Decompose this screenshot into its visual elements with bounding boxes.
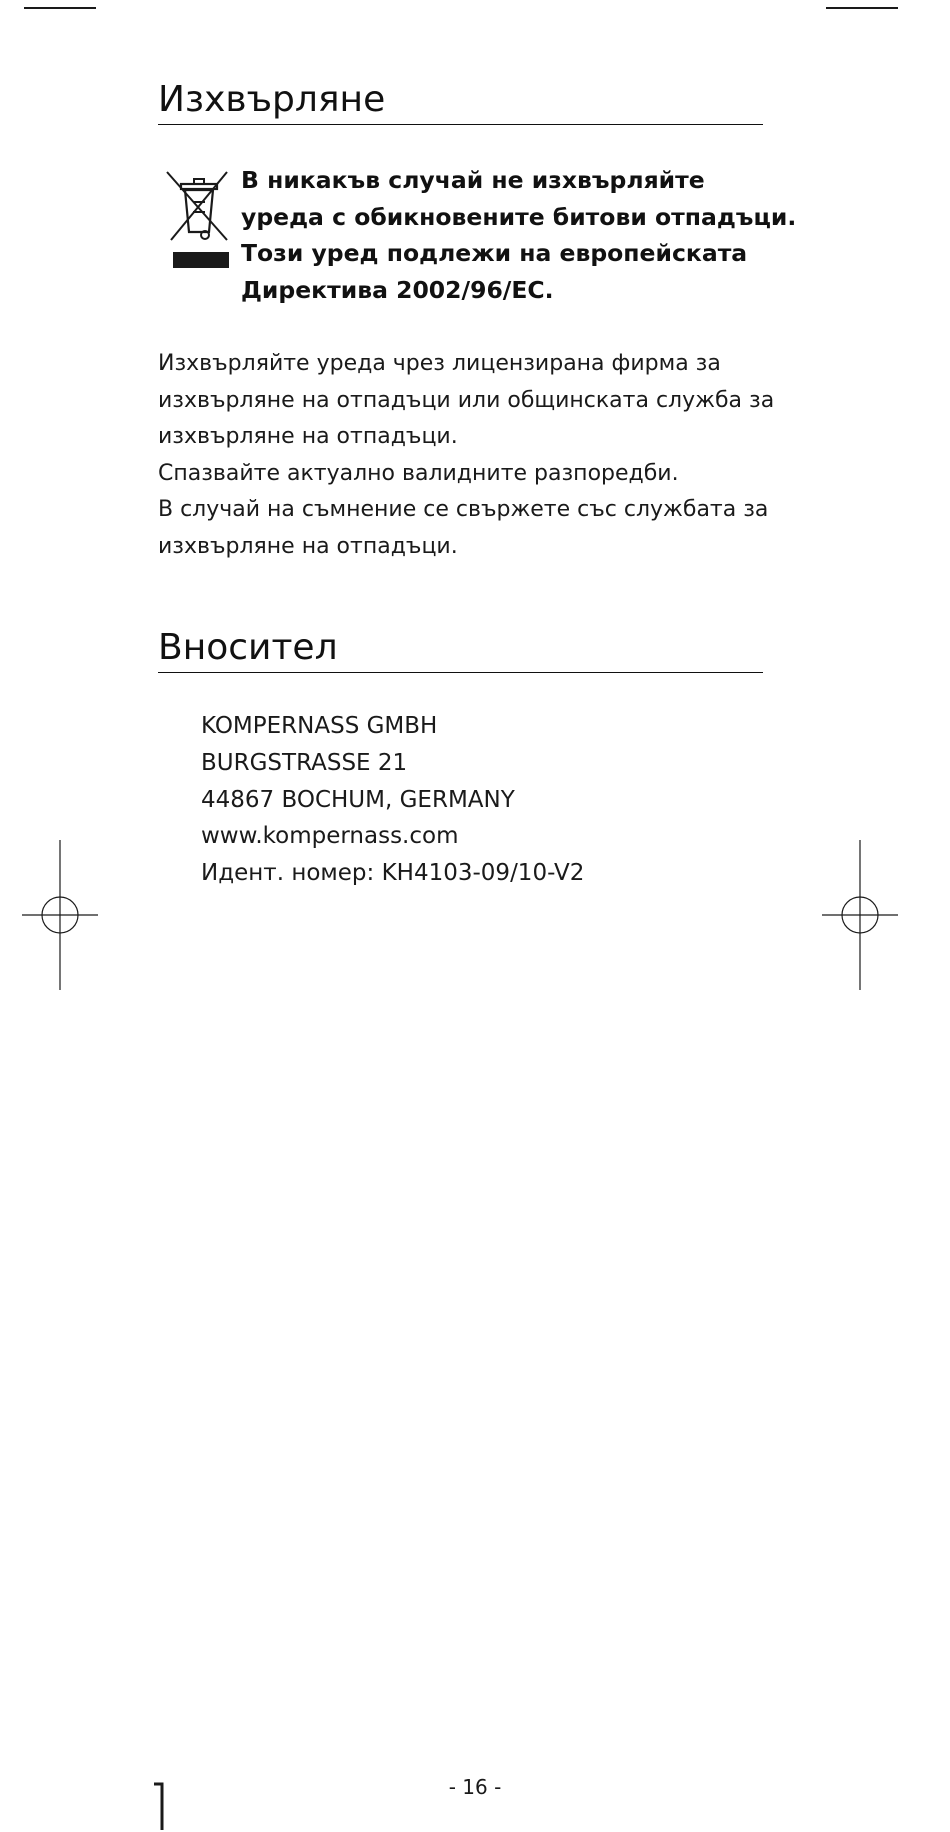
body-line: Спазвайте актуално валидните разпоредби. [158, 460, 679, 486]
page-number: - 16 - [448, 1775, 502, 1799]
registration-mark-right-icon [822, 840, 898, 990]
warning-line: уреда с обикновените битови отпадъци. [241, 202, 797, 231]
warning-line: Директива 2002/96/EC. [241, 275, 554, 304]
registration-mark-left-icon [22, 840, 98, 990]
address-website: www.kompernass.com [201, 823, 459, 850]
body-line: изхвърляне на отпадъци или общинската служба за [158, 387, 775, 413]
address-company: KOMPERNASS GMBH [201, 713, 438, 739]
warning-line: Този уред подлежи на европейската [241, 239, 748, 267]
disposal-warning [241, 162, 797, 308]
body-line: изхвърляне на отпадъци. [158, 533, 458, 559]
address-city: 44867 BOCHUM, GERMANY [201, 786, 515, 813]
crop-mark-top-left [24, 7, 96, 9]
crossed-out-wheelie-bin-icon [163, 168, 235, 272]
body-line: изхвърляне на отпадъци. [158, 424, 458, 450]
body-line: В случай на съмнение се свържете със службата за [158, 497, 769, 523]
section-title-importer: Вносител [158, 628, 763, 673]
section-title-disposal: Изхвърляне [158, 80, 763, 125]
importer-address [201, 708, 761, 892]
body-line: Изхвърляйте уреда чрез лицензирана фирма за [158, 351, 721, 376]
disposal-body [158, 346, 778, 566]
crop-mark-top-right [826, 7, 898, 9]
warning-line: В никакъв случай не изхвърляйте [241, 166, 705, 194]
address-ident-number: Идент. номер: KH4103-09/10-V2 [201, 860, 585, 887]
address-street: BURGSTRASSE 21 [201, 749, 408, 776]
